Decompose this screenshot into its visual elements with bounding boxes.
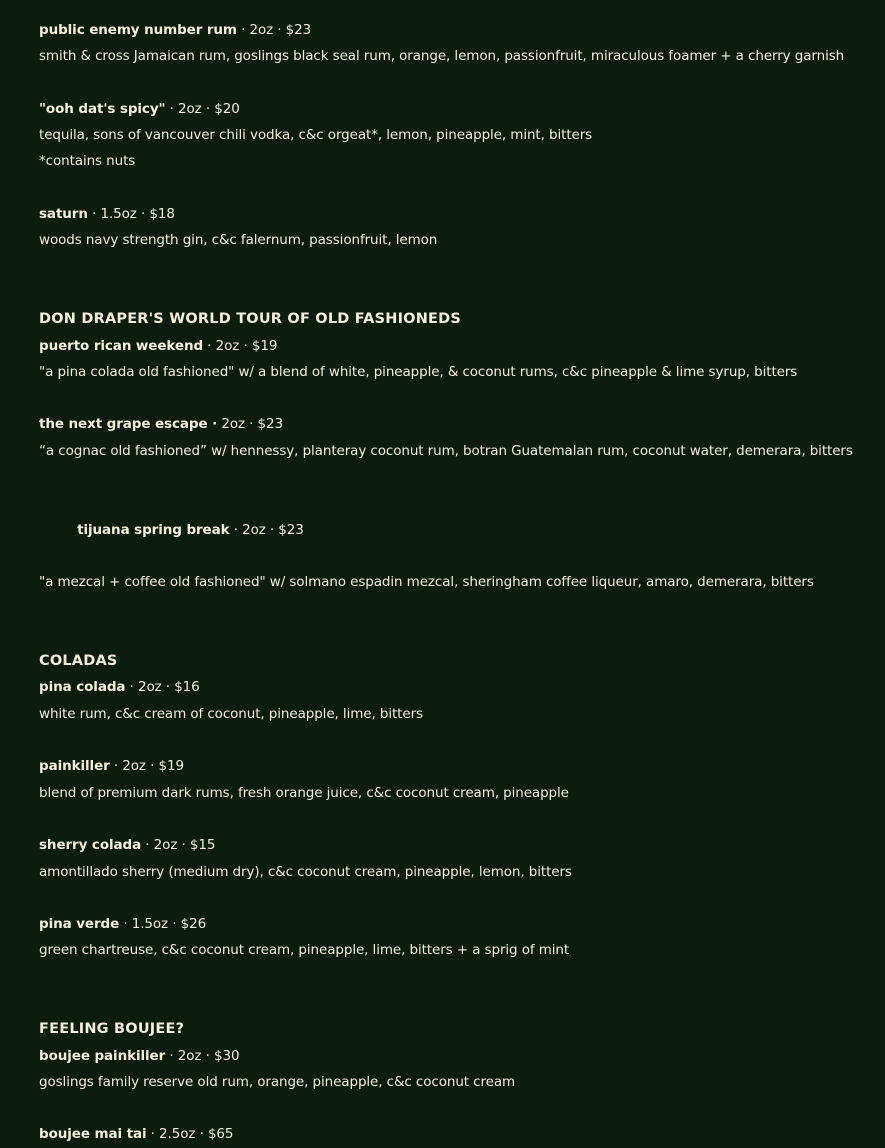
item-name: pina colada <box>39 679 126 696</box>
item-name: "ooh dat's spicy" <box>39 100 166 117</box>
item-name: boujee painkiller <box>39 1047 166 1064</box>
item-name: saturn <box>39 206 88 223</box>
item-name: pina verde <box>39 916 120 933</box>
item-size-price: · 2oz · $20 <box>165 100 240 117</box>
item-description: blend of premium dark rums, fresh orange juice, c&c coconut cream, pineapple <box>39 784 569 801</box>
item-description: "a pina colada old fashioned" w/ a blend of white, pineapple, & coconut rums, c&c pineapple & lime syrup, bitters <box>39 363 798 380</box>
item-size-price: · 2oz · $15 <box>141 837 216 854</box>
menu-item <box>39 96 879 175</box>
item-description: "a mezcal + coffee old fashioned" w/ solmano espadin mezcal, sheringham coffee liqueur, amaro, demerara, bitters <box>39 574 814 591</box>
menu-item <box>39 17 879 70</box>
item-description: goslings family reserve old rum, orange, pineapple, c&c coconut cream <box>39 1073 516 1090</box>
item-name: sherry colada <box>39 837 142 854</box>
item-size-price: · 1.5oz · $26 <box>119 916 207 933</box>
section-heading: COLADAS <box>39 653 118 670</box>
item-size-price: 2oz · $23 <box>217 416 284 433</box>
item-name: boujee mai tai <box>39 1126 147 1143</box>
menu-item <box>39 490 879 595</box>
item-description: white rum, c&c cream of coconut, pineapple, lime, bitters <box>39 705 423 722</box>
item-size-price: · 2.5oz · $65 <box>146 1126 234 1143</box>
item-description: green chartreuse, c&c coconut cream, pineapple, lime, bitters + a sprig of mint <box>39 942 570 959</box>
menu-item <box>39 674 879 727</box>
menu-item <box>39 832 879 885</box>
item-name: puerto rican weekend <box>39 337 204 354</box>
item-note: *contains nuts <box>39 153 136 170</box>
menu-item <box>39 201 879 254</box>
item-name: public enemy number rum <box>39 22 237 38</box>
item-size-price: · 2oz · $19 <box>203 337 278 354</box>
menu-item <box>39 1121 879 1147</box>
item-size-price: · 2oz · $30 <box>165 1047 240 1064</box>
item-size-price: · 2oz · $23 <box>229 521 304 538</box>
item-size-price: · 1.5oz · $18 <box>87 206 175 223</box>
item-description: woods navy strength gin, c&c falernum, passionfruit, lemon <box>39 232 438 249</box>
item-size-price: · 2oz · $23 <box>236 22 312 38</box>
cocktail-menu <box>39 17 879 1148</box>
item-name: painkiller <box>39 758 110 775</box>
item-description: amontillado sherry (medium dry), c&c coconut cream, pineapple, lemon, bitters <box>39 863 572 880</box>
section-heading: DON DRAPER'S WORLD TOUR OF OLD FASHIONEDS <box>39 311 462 328</box>
item-description: “a cognac old fashioned” w/ hennessy, planteray coconut rum, botran Guatemalan rum, coconut water, demerara, bitters <box>39 442 853 459</box>
item-size-price: · 2oz · $19 <box>109 758 184 775</box>
menu-item <box>39 753 879 806</box>
item-size-price: · 2oz · $16 <box>125 679 200 696</box>
section-coladas <box>39 648 879 964</box>
item-name: tijuana spring break <box>72 521 230 538</box>
menu-item <box>39 1043 879 1096</box>
menu-item <box>39 411 879 464</box>
item-description: smith & cross Jamaican rum, goslings black seal rum, orange, lemon, passionfruit, miraculous foamer + a cherry garnish <box>39 48 845 65</box>
menu-item <box>39 911 879 964</box>
section-boujee <box>39 1016 879 1147</box>
item-description: tequila, sons of vancouver chili vodka, c&c orgeat*, lemon, pineapple, mint, bitters <box>39 127 593 144</box>
item-name: the next grape escape · <box>39 416 218 433</box>
menu-item <box>39 333 879 386</box>
section-old-fashioneds <box>39 306 879 595</box>
section-heading: FEELING BOUJEE? <box>39 1021 185 1038</box>
